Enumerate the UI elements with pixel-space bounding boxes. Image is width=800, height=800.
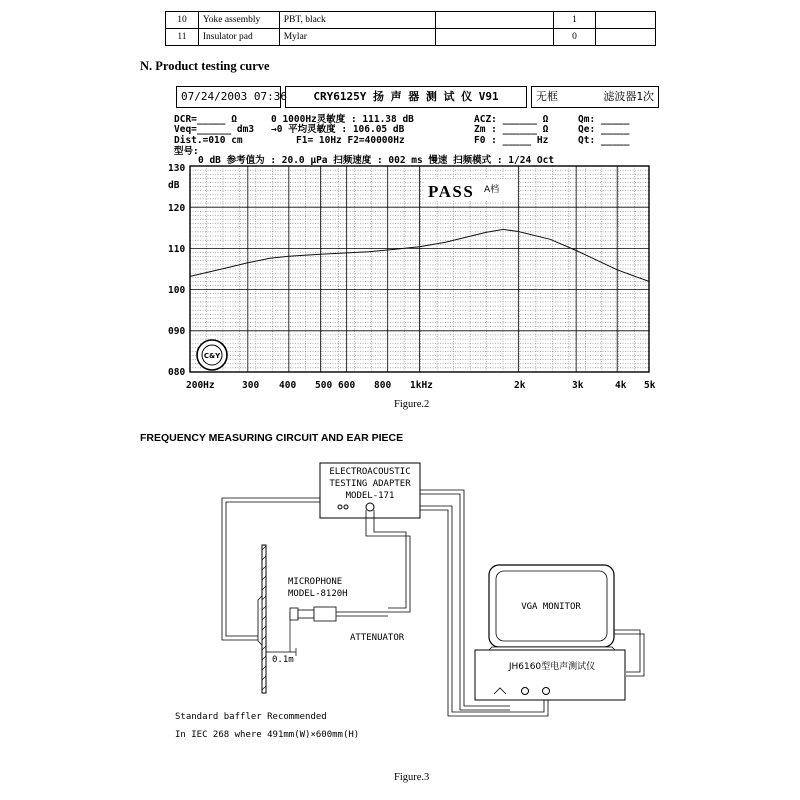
cell-no: 11 <box>166 29 199 46</box>
figure3-caption: Figure.3 <box>394 772 430 783</box>
param-f0: F0 : _____ Hz <box>474 135 549 146</box>
cell-name: Insulator pad <box>198 29 279 46</box>
x-tick-label: 400 <box>279 380 297 391</box>
y-tick-label: 110 <box>168 244 186 255</box>
cell-material: PBT, black <box>279 12 435 29</box>
tester-label: JH6160型电声测试仪 <box>508 662 596 672</box>
x-tick-label: 5k <box>644 380 656 391</box>
measuring-circuit-diagram <box>0 450 800 780</box>
x-tick-label: 3k <box>572 380 584 391</box>
cell-qty: 0 <box>554 29 596 46</box>
distance-label: 0.1m <box>272 655 294 665</box>
y-tick-label: 090 <box>168 326 186 337</box>
stamp-text: C&Y <box>203 352 221 360</box>
monitor-label: VGA MONITOR <box>521 602 581 612</box>
adapter-label-line: TESTING ADAPTER <box>329 479 411 489</box>
x-tick-label: 600 <box>338 380 356 391</box>
microphone-label-line: MICROPHONE <box>288 577 343 587</box>
x-tick-label: 300 <box>242 380 260 391</box>
y-tick-label: 080 <box>168 367 186 378</box>
y-tick-label: 100 <box>168 285 186 296</box>
cell-material: Mylar <box>279 29 435 46</box>
param-model: 型号: <box>174 146 199 157</box>
pass-label: PASS <box>428 182 475 201</box>
y-axis-unit: dB <box>168 180 180 191</box>
microphone-label-line: MODEL-8120H <box>288 589 348 599</box>
param-f1f2: F1= 10Hz F2=40000Hz <box>296 135 405 146</box>
analyzer-filter: 滤波器1次 <box>603 90 654 103</box>
param-dist: Dist.=010 cm <box>174 135 243 146</box>
param-qm: Qm: _____ <box>578 114 630 125</box>
param-avg-sensitivity: →0 平均灵敏度 : 106.05 dB <box>271 124 405 135</box>
attenuator-label: ATTENUATOR <box>350 633 405 643</box>
x-tick-label: 4k <box>615 380 627 391</box>
figure2-caption: Figure.2 <box>394 399 430 410</box>
ear-piece-icon <box>258 596 262 645</box>
y-tick-label: 130 <box>168 163 186 174</box>
cell-qty: 1 <box>554 12 596 29</box>
param-zm: Zm : ______ Ω <box>474 124 549 135</box>
param-1khz-sensitivity: 0 1000Hz灵敏度 : 111.38 dB <box>271 114 414 125</box>
diagram-note-line: In IEC 268 where 491mm(W)×600mm(H) <box>175 730 360 740</box>
y-tick-label: 120 <box>168 203 186 214</box>
param-qt: Qt: _____ <box>578 135 630 146</box>
tester-box <box>475 650 625 700</box>
analyzer-model: CRY6125Y 扬 声 器 测 试 仪 V91 <box>285 86 527 108</box>
param-qe: Qe: _____ <box>578 124 630 135</box>
analyzer-mode: 无框 <box>536 90 558 103</box>
certification-stamp-icon <box>197 340 227 370</box>
section-title-frequency-circuit: FREQUENCY MEASURING CIRCUIT AND EAR PIECE <box>140 432 404 444</box>
param-dcr: DCR=_____ Ω <box>174 114 237 125</box>
x-tick-label: 1kHz <box>410 380 433 391</box>
microphone-icon <box>290 607 388 621</box>
cell-no: 10 <box>166 12 199 29</box>
x-tick-label: 500 <box>315 380 333 391</box>
x-tick-label: 2k <box>514 380 526 391</box>
diagram-note-line: Standard baffler Recommended <box>175 712 327 722</box>
x-tick-label: 800 <box>374 380 392 391</box>
adapter-label-line: MODEL-171 <box>345 491 395 501</box>
pass-grade: A档 <box>484 185 500 195</box>
cell-name: Yoke assembly <box>198 12 279 29</box>
param-veq: Veq=______ dm3 <box>174 124 255 135</box>
adapter-label-line: ELECTROACOUSTIC <box>329 467 411 477</box>
param-reference: 0 dB 参考值为 : 20.0 μPa 扫频速度 : 002 ms 慢速 扫频模式 : 1/24 Oct <box>198 155 555 166</box>
analyzer-datetime: 07/24/2003 07:36 <box>176 86 281 108</box>
section-title-testing-curve: N. Product testing curve <box>140 59 270 73</box>
param-acz: ACZ: ______ Ω <box>474 114 549 125</box>
x-tick-label: 200Hz <box>186 380 215 391</box>
